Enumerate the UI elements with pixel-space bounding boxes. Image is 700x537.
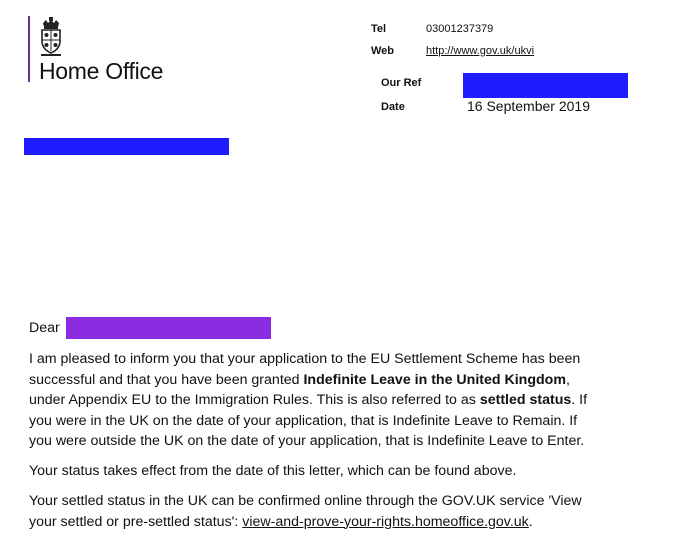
tel-value: 03001237379 [426, 23, 494, 35]
brand-rule [28, 16, 30, 82]
letter-date: 16 September 2019 [467, 98, 590, 114]
paragraph-confirm-online [29, 491, 694, 532]
org-name: Home Office [39, 58, 164, 84]
paragraph-line: you were outside the UK on the date of your application, that is Indefinite Leave to Enter. [29, 433, 585, 449]
web-label: Web [371, 45, 395, 57]
salutation: Dear [29, 320, 60, 336]
tel-label: Tel [371, 23, 387, 35]
paragraph-line: successful and that you have been granted Indefinite Leave in the United Kingdom, [29, 371, 570, 388]
status-name: settled status [479, 392, 572, 408]
web-link[interactable]: http://www.gov.uk/ukvi [426, 45, 535, 57]
redacted-address [24, 138, 229, 155]
paragraph-line: you were in the UK on the date of your application, that is Indefinite Leave to Remain. If [29, 412, 578, 429]
prove-rights-link[interactable]: view-and-prove-your-rights.homeoffice.gov.uk [242, 513, 529, 530]
paragraph-line: Your settled status in the UK can be confirmed online through the GOV.UK service 'View [29, 493, 582, 509]
paragraph-effective-date: Your status takes effect from the date of this letter, which can be found above. [29, 463, 517, 479]
paragraph-line: under Appendix EU to the Immigration Rules. This is also referred to as settled status. If [29, 392, 588, 408]
paragraph-grant [29, 349, 694, 452]
our-ref-label: Our Ref [381, 77, 422, 89]
paragraph-line: I am pleased to inform you that your application to the EU Settlement Scheme has been [29, 351, 581, 367]
leave-type: Indefinite Leave in the United Kingdom [303, 371, 566, 388]
royal-crest-icon [38, 17, 64, 57]
paragraph-line: your settled or pre-settled status': view-and-prove-your-rights.homeoffice.gov.uk. [29, 513, 533, 530]
date-label: Date [381, 101, 405, 113]
redacted-recipient-name [66, 317, 271, 339]
redacted-reference [463, 73, 628, 98]
